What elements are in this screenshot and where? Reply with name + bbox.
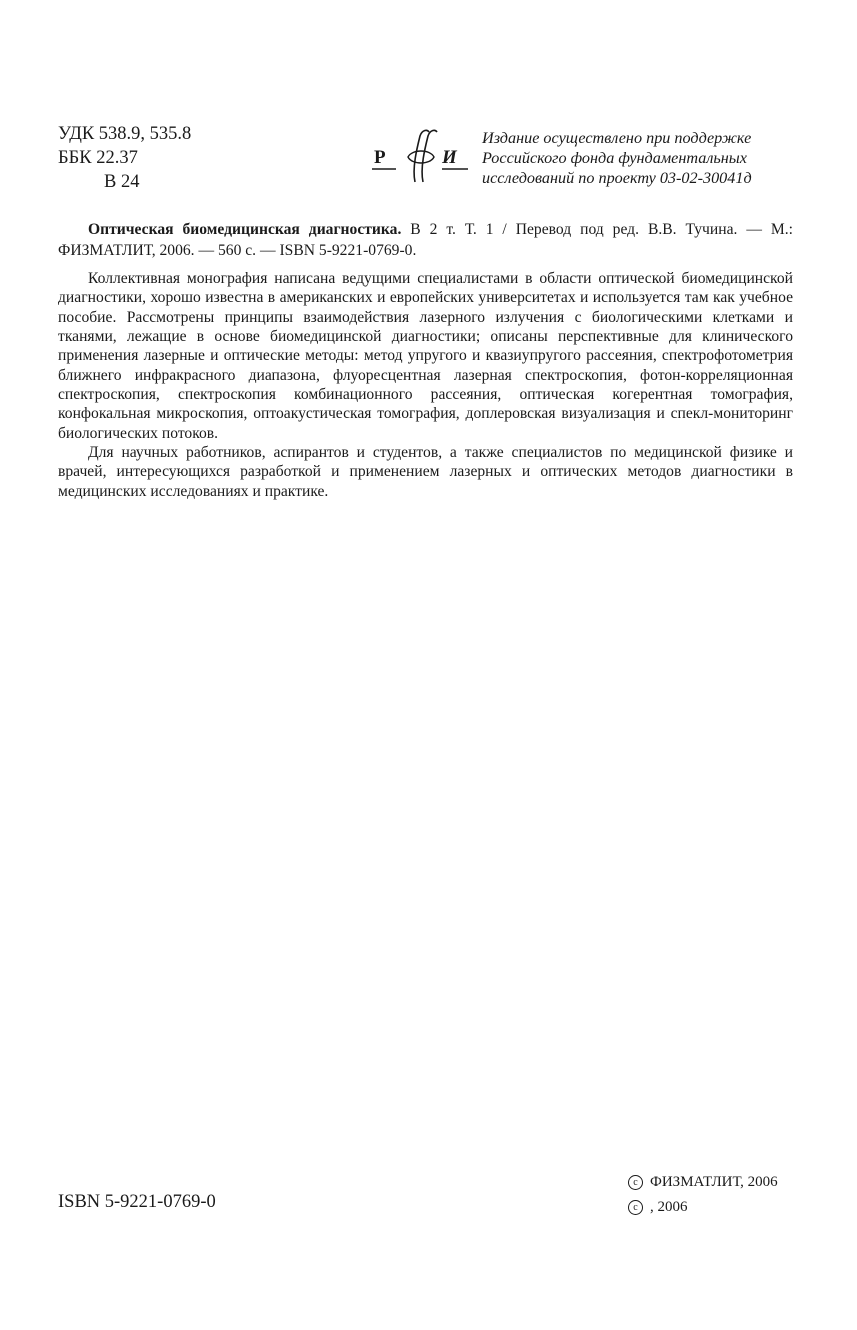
logo-letter-r: Р xyxy=(374,147,386,168)
copyright-block xyxy=(628,1170,778,1220)
author-mark: В 24 xyxy=(104,172,140,192)
logo-letter-i: И xyxy=(442,147,457,168)
abstract xyxy=(58,269,793,501)
copyright-icon: c xyxy=(628,1200,643,1215)
abstract-paragraph: Для научных работников, аспирантов и студентов, а также специалистов по медицинской физике и врачей, интересующихся разработкой и применением лазерных и оптических методов диагностики в медицинских исследованиях и практике. xyxy=(58,444,793,500)
rffi-logo-icon xyxy=(372,128,470,184)
abstract-paragraph: Коллективная монография написана ведущими специалистами в области оптической биомедицинской диагностики, хорошо известна в американских и европейских университетах и используется там как учебное пособие. Рассмотрены принципы взаимодействия лазерного излучения с биологическими клетками и тканями, лежащие в основе биомедицинской диагностики; описаны перспективные для клинического применения лазерные и оптические методы: метод упругого и квазиупругого рассеяния, спектрофотометрия ближнего инфракрасного диапазона, флуоресцентная лазерная спектроскопия, фотон-корреляционная спектроскопия, спектроскопия комбинационного рассеяния, оптическая когерентная томография, конфокальная микроскопия, оптоакустическая томография, доплеровская визуализация и спекл-мониторинг биологических потоков. xyxy=(58,270,793,442)
book-details: В 2 т. Т. 1 / Перевод под ред. В.В. Тучина. — М.: ФИЗМАТЛИТ, 2006. — 560 с. — ISBN 5-9221-0769-0. xyxy=(58,221,793,259)
classification-codes xyxy=(58,122,191,194)
copyright-line xyxy=(628,1195,778,1220)
isbn: ISBN 5-9221-0769-0 xyxy=(58,1192,216,1212)
support-line: исследований по проекту 03-02-30041д xyxy=(482,169,752,187)
udk-code: УДК 538.9, 535.8 xyxy=(58,124,192,144)
copyright-text: ФИЗМАТЛИТ, 2006 xyxy=(650,1174,778,1190)
funding-support-note xyxy=(482,128,802,188)
bbk-code: ББК 22.37 xyxy=(58,148,138,168)
bibliographic-entry xyxy=(58,220,793,261)
support-line: Издание осуществлено при поддержке xyxy=(482,129,752,147)
book-title: Оптическая биомедицинская диагностика. xyxy=(88,221,402,238)
copyright-icon: c xyxy=(628,1175,643,1190)
copyright-line xyxy=(628,1170,778,1195)
support-line: Российского фонда фундаментальных xyxy=(482,149,747,167)
copyright-text: , 2006 xyxy=(650,1199,688,1215)
